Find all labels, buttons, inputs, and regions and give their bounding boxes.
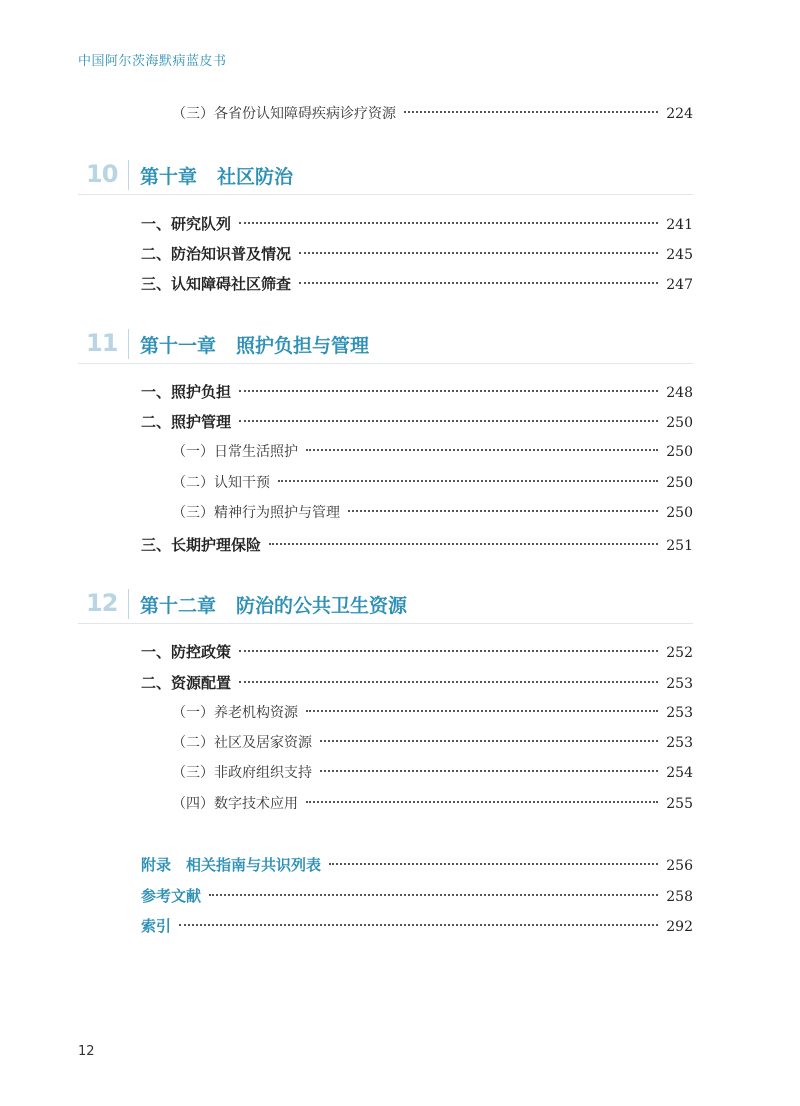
dot-leader [278,479,658,482]
toc-entry[interactable] [0,501,800,525]
dot-leader [239,649,658,652]
toc-entry[interactable] [0,212,800,236]
page-number: 12 [78,1044,95,1059]
toc-entry-label: （三）精神行为照护与管理 [172,505,340,521]
divider [128,589,129,619]
toc-entry-label: （一）日常生活照护 [172,444,298,460]
toc-entry-label: （二）社区及居家资源 [172,735,312,751]
dot-leader [320,739,658,742]
dot-leader [299,251,658,254]
chapter-heading-12[interactable] [78,587,693,627]
toc-entry-page: 251 [666,538,693,554]
toc-entry-page: 258 [666,889,693,905]
chapter-number: 10 [86,160,118,188]
toc-entry-label: 二、照护管理 [141,413,232,431]
toc-entry-page: 250 [666,505,693,521]
divider [128,329,129,359]
toc-entry[interactable] [0,671,800,695]
toc-entry-references[interactable] [0,884,800,908]
chapter-number: 11 [86,329,118,357]
chapter-number: 12 [86,589,118,617]
toc-entry-page: 253 [666,735,693,751]
toc-entry[interactable] [0,380,800,404]
toc-entry-label: 附录 相关指南与共识列表 [141,856,322,874]
toc-entry-label: 二、资源配置 [141,674,232,692]
toc-entry-label: （二）认知干预 [172,475,270,491]
toc-entry-label: （三）各省份认知障碍疾病诊疗资源 [172,106,396,122]
toc-entry-index[interactable] [0,914,800,938]
toc-entry-page: 252 [666,645,693,661]
toc-entry[interactable] [0,242,800,266]
chapter-heading-10[interactable] [78,158,693,198]
toc-entry-page: 250 [666,475,693,491]
toc-entry-page: 248 [666,385,693,401]
toc-entry-label: 一、照护负担 [141,383,232,401]
toc-entry[interactable] [0,640,800,664]
toc-entry-page: 253 [666,705,693,721]
toc-entry[interactable] [0,761,800,785]
toc-entry-label: 索引 [141,917,172,935]
dot-leader [209,893,658,896]
toc-entry-label: 三、长期护理保险 [141,536,262,554]
toc-entry-page: 247 [666,277,693,293]
toc-entry-page: 292 [666,919,693,935]
divider [78,194,693,195]
chapter-heading-11[interactable] [78,327,693,367]
toc-entry-page: 245 [666,247,693,263]
dot-leader [239,419,658,422]
dot-leader [269,542,658,545]
toc-entry[interactable] [0,102,800,126]
dot-leader [348,509,658,512]
toc-entry-appendix[interactable] [0,853,800,877]
divider [78,623,693,624]
toc-entry[interactable] [0,701,800,725]
toc-entry-label: 二、防治知识普及情况 [141,245,292,263]
dot-leader [306,800,658,803]
toc-entry-label: 三、认知障碍社区筛查 [141,275,292,293]
toc-entry[interactable] [0,471,800,495]
toc-entry[interactable] [0,410,800,434]
dot-leader [299,281,658,284]
toc-entry-page: 255 [666,796,693,812]
dot-leader [329,862,658,865]
toc-entry-label: 一、研究队列 [141,215,232,233]
chapter-title: 第十章 社区防治 [140,166,294,188]
toc-entry-label: 参考文献 [141,887,202,905]
toc-entry-page: 253 [666,676,693,692]
dot-leader [239,389,658,392]
dot-leader [404,110,658,113]
toc-entry[interactable] [0,731,800,755]
dot-leader [239,221,658,224]
dot-leader [306,448,658,451]
toc-entry-page: 250 [666,444,693,460]
toc-entry-label: 一、防控政策 [141,643,232,661]
toc-entry-label: （三）非政府组织支持 [172,765,312,781]
toc-entry[interactable] [0,533,800,557]
dot-leader [239,680,658,683]
toc-entry-label: （一）养老机构资源 [172,705,298,721]
toc-entry-page: 256 [666,858,693,874]
toc-entry[interactable] [0,792,800,816]
chapter-title: 第十二章 防治的公共卫生资源 [140,595,408,617]
dot-leader [179,923,658,926]
dot-leader [306,709,658,712]
toc-entry[interactable] [0,272,800,296]
divider [78,363,693,364]
toc-entry[interactable] [0,440,800,464]
divider [128,160,129,190]
running-header: 中国阿尔茨海默病蓝皮书 [78,54,227,69]
toc-entry-page: 224 [666,106,693,122]
toc-entry-label: （四）数字技术应用 [172,796,298,812]
dot-leader [320,769,658,772]
toc-entry-page: 254 [666,765,693,781]
chapter-title: 第十一章 照护负担与管理 [140,335,370,357]
toc-entry-page: 250 [666,415,693,431]
toc-entry-page: 241 [666,217,693,233]
